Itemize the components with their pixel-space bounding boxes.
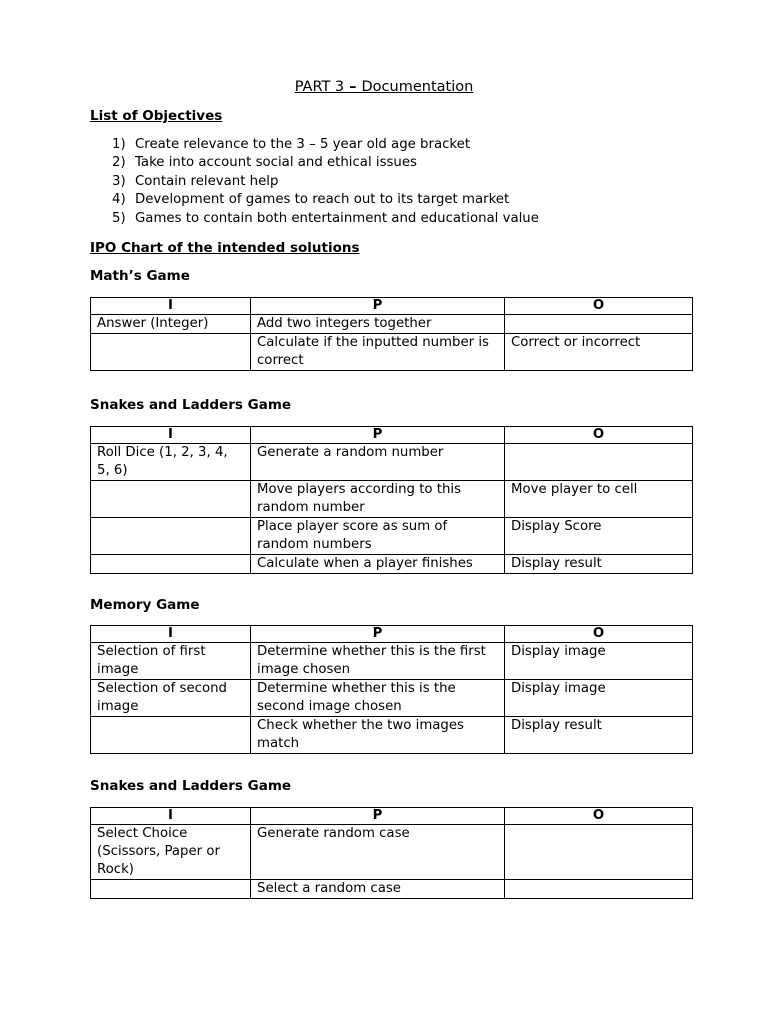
table-cell: Add two integers together [251, 315, 505, 334]
table-cell: Display result [505, 555, 693, 574]
page-title [0, 78, 768, 96]
table-cell [91, 717, 251, 754]
table-row [91, 825, 693, 880]
column-header-input: I [91, 808, 251, 825]
table-cell [505, 825, 693, 880]
table-cell [505, 315, 693, 334]
table-heading-snakes-ladders: Snakes and Ladders Game [90, 397, 292, 413]
table-row [91, 315, 693, 334]
table-cell: Display image [505, 643, 693, 680]
column-header-process: P [251, 427, 505, 444]
table-cell: Determine whether this is the first image chosen [251, 643, 505, 680]
table-cell: Generate a random number [251, 444, 505, 481]
list-item: 5) Games to contain both entertainment and educational value [112, 210, 539, 226]
table-heading-memory-game: Memory Game [90, 597, 200, 613]
table-row [91, 444, 693, 481]
table-header-row [91, 427, 693, 444]
table-cell: Display image [505, 680, 693, 717]
objectives-list [112, 136, 539, 228]
list-item: 2) Take into account social and ethical issues [112, 155, 417, 171]
table-cell: Correct or incorrect [505, 334, 693, 371]
table-row [91, 334, 693, 371]
table-row [91, 518, 693, 555]
table-cell: Answer (Integer) [91, 315, 251, 334]
table-cell: Generate random case [251, 825, 505, 880]
column-header-output: O [505, 298, 693, 315]
table-cell: Selection of second image [91, 680, 251, 717]
column-header-output: O [505, 427, 693, 444]
column-header-input: I [91, 427, 251, 444]
list-item: 4) Development of games to reach out to its target market [112, 192, 510, 208]
table-cell: Move player to cell [505, 481, 693, 518]
list-item: 3) Contain relevant help [112, 173, 279, 189]
table-cell [91, 555, 251, 574]
title-rest: Documentation [361, 79, 474, 95]
table-header-row [91, 808, 693, 825]
table-cell: Move players according to this random number [251, 481, 505, 518]
title-part: PART 3 [294, 79, 345, 95]
table-cell: Display Score [505, 518, 693, 555]
table-cell: Calculate if the inputted number is correct [251, 334, 505, 371]
ipo-table-snakes-ladders [90, 426, 693, 574]
table-cell: Select Choice (Scissors, Paper or Rock) [91, 825, 251, 880]
column-header-process: P [251, 808, 505, 825]
table-row [91, 555, 693, 574]
table-cell [505, 444, 693, 481]
ipo-table-maths-game [90, 297, 693, 371]
table-cell [91, 880, 251, 899]
objectives-heading: List of Objectives [90, 108, 223, 124]
table-cell [91, 334, 251, 371]
title-dash: – [344, 79, 362, 95]
table-cell [91, 518, 251, 555]
table-cell: Check whether the two images match [251, 717, 505, 754]
table-heading-maths-game: Math’s Game [90, 268, 190, 284]
table-row [91, 680, 693, 717]
ipo-heading: IPO Chart of the intended solutions [90, 240, 360, 256]
table-row [91, 643, 693, 680]
table-header-row [91, 298, 693, 315]
table-cell: Calculate when a player finishes [251, 555, 505, 574]
column-header-input: I [91, 626, 251, 643]
table-cell: Roll Dice (1, 2, 3, 4, 5, 6) [91, 444, 251, 481]
table-cell: Display result [505, 717, 693, 754]
table-cell [505, 880, 693, 899]
table-row [91, 880, 693, 899]
column-header-output: O [505, 808, 693, 825]
column-header-process: P [251, 298, 505, 315]
column-header-output: O [505, 626, 693, 643]
table-header-row [91, 626, 693, 643]
list-item: 1) Create relevance to the 3 – 5 year old age bracket [112, 137, 471, 152]
table-cell: Select a random case [251, 880, 505, 899]
table-cell: Place player score as sum of random numbers [251, 518, 505, 555]
table-row [91, 481, 693, 518]
table-cell: Selection of first image [91, 643, 251, 680]
table-cell: Determine whether this is the second image chosen [251, 680, 505, 717]
column-header-input: I [91, 298, 251, 315]
ipo-table-snakes-ladders-2 [90, 807, 693, 899]
table-row [91, 717, 693, 754]
ipo-table-memory-game [90, 625, 693, 754]
table-cell [91, 481, 251, 518]
column-header-process: P [251, 626, 505, 643]
table-heading-snakes-ladders-2: Snakes and Ladders Game [90, 778, 292, 794]
